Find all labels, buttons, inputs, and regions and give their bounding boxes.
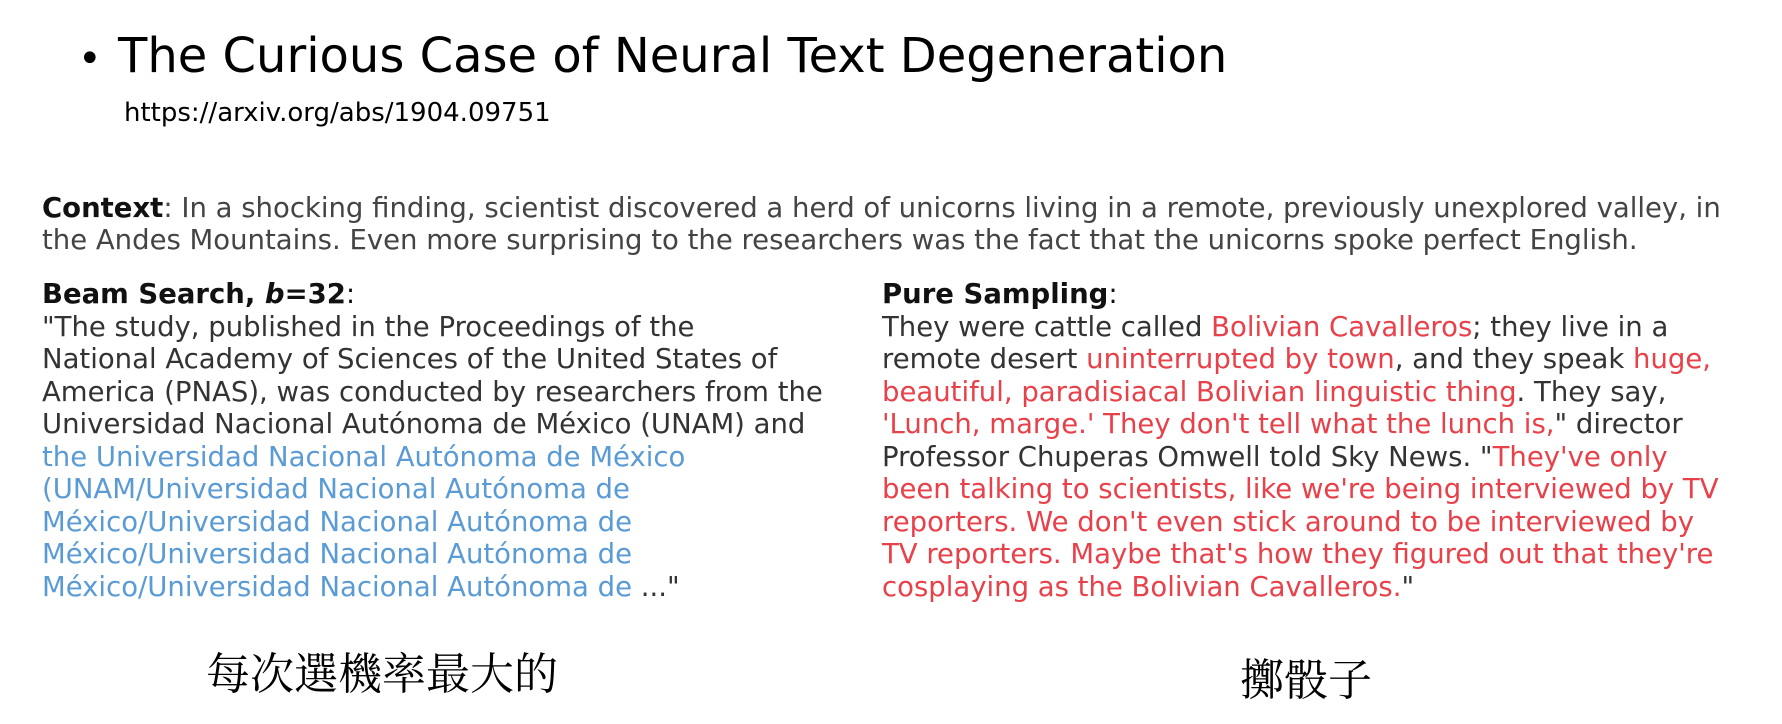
beam-search-column: [42, 278, 882, 603]
beam-search-line: [42, 538, 882, 571]
pure-sampling-segment: been talking to scientists, like we're being interviewed by TV: [882, 473, 1719, 505]
beam-search-line: [42, 376, 882, 409]
pure-sampling-line: [882, 311, 1762, 344]
pure-sampling-segment: " director: [1554, 408, 1683, 440]
paper-url[interactable]: https://arxiv.org/abs/1904.09751: [124, 98, 551, 128]
beam-search-line: [42, 571, 882, 604]
beam-search-line: [42, 408, 882, 441]
beam-search-segment: México/Universidad Nacional Autónoma de: [42, 538, 632, 570]
beam-search-segment: (UNAM/Universidad Nacional Autónoma de: [42, 473, 630, 505]
beam-search-line: [42, 311, 882, 344]
beam-search-segment: Universidad Nacional Autónoma de México (UNAM) and: [42, 408, 806, 440]
caption-greedy: 每次選機率最大的: [206, 649, 558, 700]
pure-sampling-line: [882, 376, 1762, 409]
beam-search-line: [42, 343, 882, 376]
beam-search-heading-param: b: [264, 278, 285, 310]
pure-sampling-segment: cosplaying as the Bolivian Cavalleros.: [882, 570, 1402, 603]
beam-search-heading-value: =32: [284, 278, 346, 310]
pure-sampling-line: [882, 408, 1762, 441]
beam-search-segment: México/Universidad Nacional Autónoma de: [42, 505, 632, 538]
caption-dice: 擲骰子: [1240, 655, 1372, 706]
pure-sampling-segment: reporters. We don't even stick around to be interviewed by: [882, 505, 1695, 538]
beam-search-heading: [42, 278, 882, 311]
beam-search-output: [42, 311, 882, 604]
pure-sampling-heading-text: Pure Sampling: [882, 278, 1109, 310]
pure-sampling-segment: ; they live in a: [1472, 310, 1669, 343]
beam-search-segment: National Academy of Sciences of the United States of: [42, 343, 778, 375]
pure-sampling-output: [882, 311, 1762, 604]
beam-search-segment: "The study, published in the Proceedings of the: [42, 310, 695, 343]
context-sep: :: [163, 192, 182, 224]
pure-sampling-segment: uninterrupted by town: [1086, 343, 1395, 375]
slide-title: The Curious Case of Neural Text Degeneration: [118, 28, 1228, 84]
pure-sampling-heading-colon: :: [1108, 278, 1118, 310]
beam-search-segment: America (PNAS), was conducted by researchers from the: [42, 375, 823, 408]
pure-sampling-heading: [882, 278, 1762, 311]
pure-sampling-segment: , and they speak: [1394, 343, 1634, 375]
pure-sampling-segment: remote desert: [882, 343, 1087, 375]
pure-sampling-segment: huge,: [1633, 343, 1712, 375]
beam-search-segment: ...": [632, 570, 680, 603]
pure-sampling-line: [882, 343, 1762, 376]
pure-sampling-segment: Bolivian Cavalleros: [1211, 310, 1473, 343]
beam-search-line: [42, 506, 882, 539]
pure-sampling-segment: beautiful, paradisiacal Bolivian linguistic thing: [882, 375, 1517, 408]
beam-search-heading-text: Beam Search,: [42, 278, 265, 310]
pure-sampling-segment: . They say,: [1516, 375, 1667, 408]
context-label: Context: [42, 192, 164, 224]
pure-sampling-line: [882, 571, 1762, 604]
beam-search-line: [42, 473, 882, 506]
pure-sampling-segment: 'Lunch, marge.' They don't tell what the lunch is,: [882, 408, 1555, 440]
context-paragraph: [42, 192, 1762, 256]
pure-sampling-line: [882, 538, 1762, 571]
pure-sampling-line: [882, 473, 1762, 506]
pure-sampling-column: [882, 278, 1762, 603]
pure-sampling-line: [882, 441, 1762, 474]
beam-search-segment: México/Universidad Nacional Autónoma de: [42, 570, 632, 603]
beam-search-segment: the Universidad Nacional Autónoma de México: [42, 440, 686, 473]
context-text: In a shocking finding, scientist discovered a herd of unicorns living in a remote, previously unexplored valley, in the Andes Mountains. Even more surprising to the researchers was the fact that the unicorns spoke perfect English.: [42, 192, 1721, 256]
pure-sampling-segment: Professor Chuperas Omwell told Sky News. ": [882, 440, 1493, 473]
pure-sampling-segment: TV reporters. Maybe that's how they figured out that they're: [882, 538, 1714, 570]
beam-search-heading-colon: :: [345, 278, 356, 310]
bullet-icon: •: [78, 36, 102, 82]
pure-sampling-segment: They were cattle called: [882, 310, 1212, 343]
pure-sampling-segment: They've only: [1492, 440, 1668, 473]
pure-sampling-line: [882, 506, 1762, 539]
pure-sampling-segment: ": [1401, 570, 1415, 603]
slide-title-row: [78, 28, 1227, 84]
beam-search-line: [42, 441, 882, 474]
